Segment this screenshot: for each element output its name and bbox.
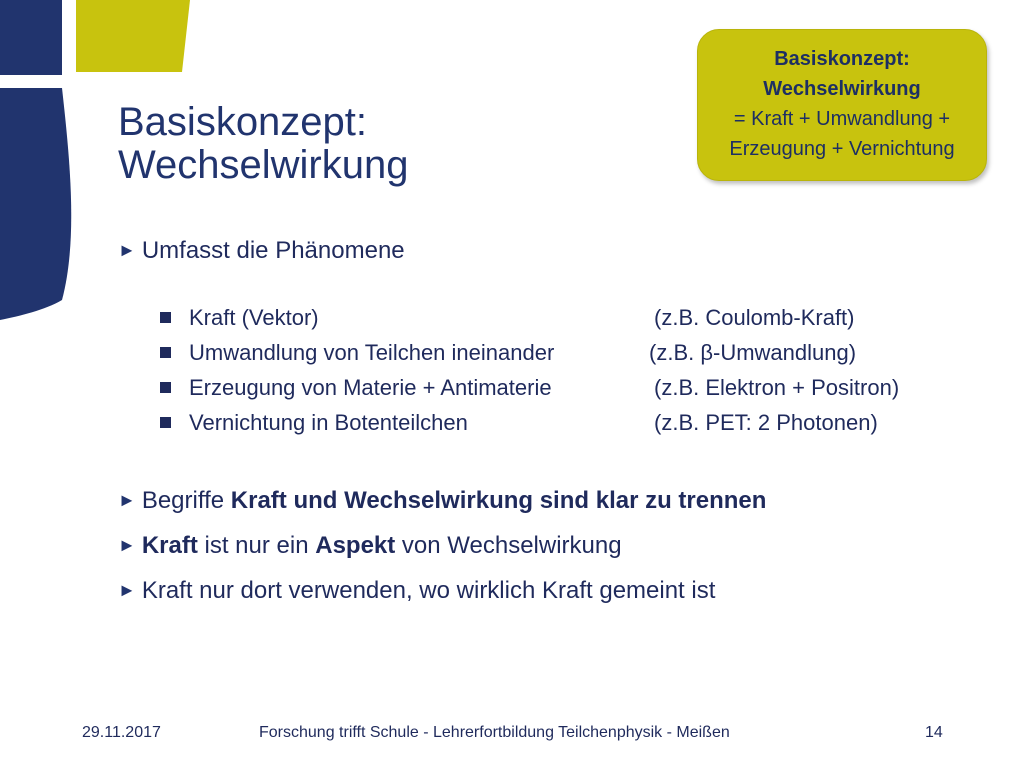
title-line-2: Wechselwirkung [118,143,409,187]
phenomenon-label: Vernichtung in Botenteilchen [189,410,468,435]
bullet-text: Kraft nur dort verwenden, wo wirklich Kraft gemeint ist [141,577,716,604]
list-item [160,302,960,337]
square-bullet-icon [160,382,171,393]
phenomenon-example: (z.B. Elektron + Positron) [654,375,900,400]
page-number: 14 [925,724,943,741]
bullet-text-bold: Aspekt [315,532,396,559]
page-title [118,101,409,187]
phenomenon-example: (z.B. Coulomb-Kraft) [654,305,855,330]
concept-box-line-3: = Kraft + Umwandlung + [733,108,951,130]
square-bullet-icon [160,312,171,323]
footer-date: 29.11.2017 [82,724,161,741]
list-item [160,407,960,442]
arrow-bullet-icon: ► [118,490,136,510]
bullet-text-bold: Kraft und Wechselwirkung sind klar zu trennen [230,487,767,514]
square-bullet-icon [160,347,171,358]
arrow-bullet-icon: ► [118,580,136,600]
concept-box-line-4: Erzeugung + Vernichtung [729,138,955,160]
bullet-text-plain: von Wechselwirkung [395,532,622,559]
list-item [160,372,960,407]
list-item [160,337,960,372]
phenomena-list [160,302,960,442]
bullet-phenomena [118,236,405,267]
title-line-1: Basiskonzept: [118,100,368,144]
bullet-text-plain: ist nur ein [197,532,316,559]
bullet-text-plain: Begriffe [141,487,231,514]
bullet-text-bold: Kraft [141,532,198,559]
phenomenon-label: Kraft (Vektor) [189,305,319,330]
bullet-force-aspect [118,531,622,562]
phenomenon-example: (z.B. PET: 2 Photonen) [654,410,878,435]
phenomenon-label: Erzeugung von Materie + Antimaterie [189,375,552,400]
arrow-bullet-icon: ► [118,535,136,555]
phenomenon-example: (z.B. β-Umwandlung) [649,340,857,365]
square-bullet-icon [160,417,171,428]
concept-callout-box [697,29,987,181]
footer-caption: Forschung trifft Schule - Lehrerfortbildung Teilchenphysik - Meißen [259,724,730,741]
concept-box-line-2: Wechselwirkung [763,78,921,100]
bullet-force-usage [118,576,715,607]
bullet-text: Umfasst die Phänomene [141,237,405,264]
arrow-bullet-icon: ► [118,240,136,260]
phenomenon-label: Umwandlung von Teilchen ineinander [189,340,555,365]
concept-box-line-1: Basiskonzept: [774,48,910,70]
bullet-separate-terms [118,486,766,517]
